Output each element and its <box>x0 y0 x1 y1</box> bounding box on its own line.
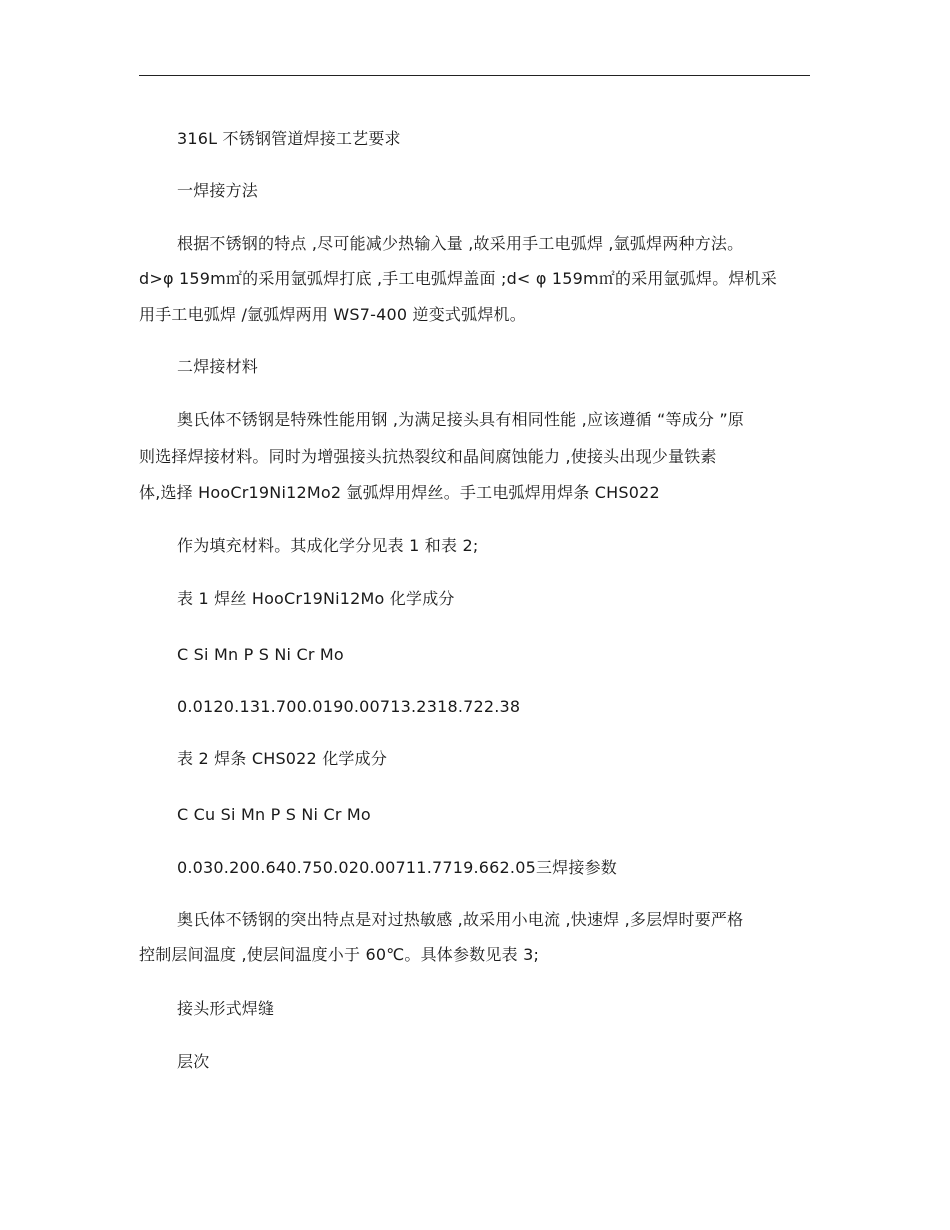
document-title: 316L 不锈钢管道焊接工艺要求 <box>177 129 401 148</box>
section1-para-line: 用手工电弧焊 /氩弧焊两用 WS7-400 逆变式弧焊机。 <box>139 305 526 324</box>
section2-para-line: 则选择焊接材料。同时为增强接头抗热裂纹和晶间腐蚀能力 ,使接头出现少量铁素 <box>139 447 717 466</box>
section3-para-line: 控制层间温度 ,使层间温度小于 60℃。具体参数见表 3; <box>139 945 540 964</box>
section1-heading: 一焊接方法 <box>177 181 259 200</box>
table1-values-row: 0.0120.131.700.0190.00713.2318.722.38 <box>177 697 521 716</box>
section2-para-line: 体,选择 HooCr19Ni12Mo2 氩弧焊用焊丝。手工电弧焊用焊条 CHS022 <box>139 483 660 502</box>
table2-header-row: C Cu Si Mn P S Ni Cr Mo <box>177 805 371 824</box>
table3-label: 接头形式焊缝 <box>177 999 275 1018</box>
table3-label: 层次 <box>177 1052 210 1071</box>
table2-caption: 表 2 焊条 CHS022 化学成分 <box>177 749 388 768</box>
section3-para-line: 奥氏体不锈钢的突出特点是对过热敏感 ,故采用小电流 ,快速焊 ,多层焊时要严格 <box>177 910 744 929</box>
header-rule <box>139 75 810 76</box>
table2-values-row: 0.030.200.640.750.020.00711.7719.662.05三焊接参数 <box>177 858 617 877</box>
section2-para2: 作为填充材料。其成化学分见表 1 和表 2; <box>177 536 479 555</box>
section1-para-line: d>φ 159m㎡的采用氩弧焊打底 ,手工电弧焊盖面 ;d< φ 159m㎡的采用氩弧焊。焊机采 <box>139 269 777 288</box>
section2-heading: 二焊接材料 <box>177 357 259 376</box>
section1-para-line: 根据不锈钢的特点 ,尽可能减少热输入量 ,故采用手工电弧焊 ,氩弧焊两种方法。 <box>177 234 744 253</box>
table1-header-row: C Si Mn P S Ni Cr Mo <box>177 645 344 664</box>
table1-caption: 表 1 焊丝 HooCr19Ni12Mo 化学成分 <box>177 589 455 608</box>
section2-para-line: 奥氏体不锈钢是特殊性能用钢 ,为满足接头具有相同性能 ,应该遵循 “等成分 ”原 <box>177 410 745 429</box>
